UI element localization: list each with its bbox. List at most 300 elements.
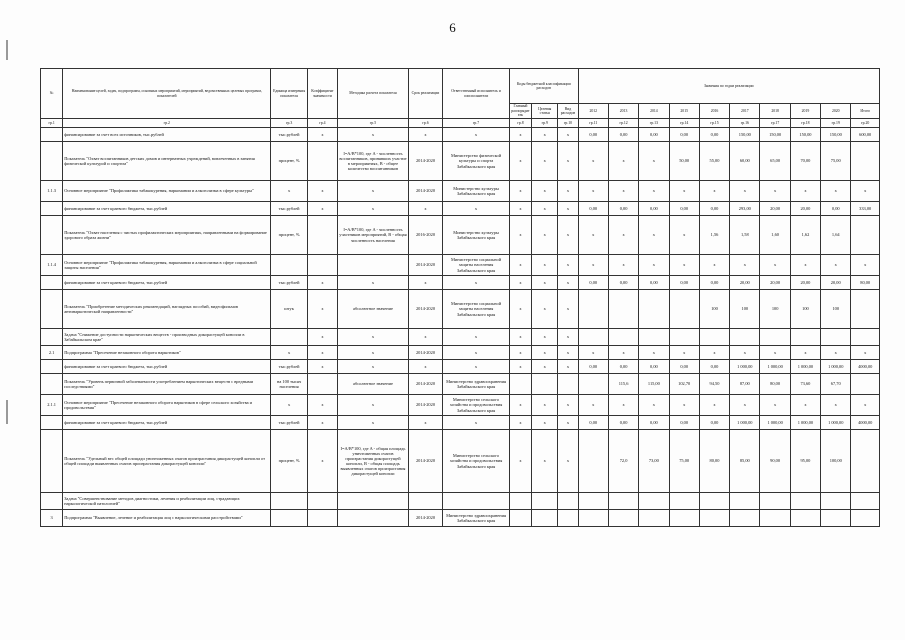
table-cell: Министерство культуры Забайкальского края: [443, 216, 510, 255]
table-cell: 95,00: [790, 430, 820, 493]
table-cell: х: [443, 346, 510, 360]
table-cell: [271, 329, 307, 346]
table-cell: х: [532, 346, 558, 360]
table-cell: х: [271, 181, 307, 202]
table-cell: х: [271, 346, 307, 360]
table-cell: [851, 329, 880, 346]
table-cell: [578, 374, 608, 395]
row-name-cell: финансирование за счет краевого бюджета, тыс.рублей: [63, 416, 271, 430]
table-cell: [578, 493, 608, 510]
table-cell: х: [851, 255, 880, 276]
table-cell: [760, 329, 790, 346]
row-name-cell: Показатель "Приобретение методических рекомендаций, наглядных пособий, видеофильмов антинаркотической направленности": [63, 290, 271, 329]
table-cell: [699, 329, 729, 346]
table-cell: 2.1: [41, 346, 63, 360]
table-cell: 20,00: [790, 202, 820, 216]
table-cell: 1,62: [790, 216, 820, 255]
table-cell: х: [338, 276, 409, 290]
table-cell: [41, 202, 63, 216]
column-number-cell: гр.19: [821, 119, 851, 128]
table-cell: 0,00: [699, 128, 729, 142]
table-cell: х: [578, 181, 608, 202]
table-cell: I=A/B*100, где A - общая площадь уничтоженных очагов произрастания дикорастущей конопли, B - общая площадь выявленных очагов произрастания дикорастущей конопли: [338, 430, 409, 493]
table-cell: [532, 493, 558, 510]
table-cell: х: [532, 181, 558, 202]
table-cell: 100,00: [821, 430, 851, 493]
table-cell: х: [307, 181, 337, 202]
table-cell: 50,00: [669, 142, 699, 181]
table-cell: х: [307, 202, 337, 216]
header-year: 2017: [730, 104, 760, 119]
table-cell: [790, 329, 820, 346]
table-cell: процент, %: [271, 216, 307, 255]
table-cell: х: [639, 255, 669, 276]
row-name-cell: Показатель "Удельный вес общей площади уничтоженных очагов произрастания дикорастущей конопли от общей площади выявленных очагов произрастания дикорастущей конопли": [63, 430, 271, 493]
table-cell: х: [307, 290, 337, 329]
table-cell: 2016-2020: [408, 216, 442, 255]
row-name-cell: Основное мероприятие "Профилактика табакокурения, наркомании и алкоголизма в сфере социальной защиты населения": [63, 255, 271, 276]
program-indicators-table: [40, 68, 880, 527]
table-cell: х: [669, 216, 699, 255]
table-cell: 150,00: [760, 128, 790, 142]
program-table-wrapper: [40, 68, 880, 527]
table-cell: 85,00: [730, 430, 760, 493]
column-number-cell: гр.1: [41, 119, 63, 128]
header-year: 2018: [760, 104, 790, 119]
table-cell: [41, 374, 63, 395]
table-cell: х: [578, 216, 608, 255]
table-cell: х: [851, 181, 880, 202]
table-cell: 55,00: [699, 142, 729, 181]
table-cell: 2014-2020: [408, 395, 442, 416]
table-cell: I=A/B*100, где A - численность воспитанников, принявших участие в мероприятиях, B - общее количество воспитанников: [338, 142, 409, 181]
table-cell: 2014-2020: [408, 181, 442, 202]
column-number-cell: гр.17: [760, 119, 790, 128]
table-cell: [730, 493, 760, 510]
table-cell: х: [408, 276, 442, 290]
table-cell: [608, 329, 638, 346]
header-year: 2012: [578, 104, 608, 119]
header-no: №: [41, 69, 63, 119]
table-cell: х: [699, 346, 729, 360]
table-cell: х: [608, 142, 638, 181]
table-cell: [41, 430, 63, 493]
table-cell: х: [338, 128, 409, 142]
table-cell: 1,58: [730, 216, 760, 255]
table-cell: 75,00: [821, 142, 851, 181]
table-cell: [669, 329, 699, 346]
table-cell: х: [558, 142, 578, 181]
table-cell: [760, 493, 790, 510]
table-cell: 0,00: [608, 360, 638, 374]
table-cell: [699, 493, 729, 510]
table-cell: 73,00: [639, 430, 669, 493]
table-cell: [851, 374, 880, 395]
table-cell: х: [443, 128, 510, 142]
table-cell: х: [338, 346, 409, 360]
table-cell: х: [307, 395, 337, 416]
table-cell: 0,00: [578, 360, 608, 374]
table-cell: тыс.рублей: [271, 202, 307, 216]
table-cell: х: [307, 430, 337, 493]
table-cell: 20,00: [821, 276, 851, 290]
column-number-cell: гр.6: [408, 119, 442, 128]
table-cell: 100: [821, 290, 851, 329]
table-cell: Министерство физической культуры и спорта Забайкальского края: [443, 142, 510, 181]
row-name-cell: финансирование за счет краевого бюджета, тыс.рублей: [63, 276, 271, 290]
table-cell: [669, 493, 699, 510]
table-cell: х: [307, 128, 337, 142]
table-cell: х: [578, 346, 608, 360]
page-number: 6: [449, 20, 456, 35]
table-cell: [699, 510, 729, 527]
table-cell: тыс.рублей: [271, 128, 307, 142]
table-cell: х: [558, 395, 578, 416]
table-cell: х: [851, 346, 880, 360]
table-cell: Министерство здравоохранения Забайкальского края: [443, 374, 510, 395]
table-cell: 72,0: [608, 430, 638, 493]
table-cell: [41, 276, 63, 290]
table-row: [41, 395, 880, 416]
table-cell: х: [558, 360, 578, 374]
table-cell: 100: [730, 290, 760, 329]
header-year: 2016: [699, 104, 729, 119]
table-cell: 94,50: [699, 374, 729, 395]
table-cell: х: [558, 430, 578, 493]
table-cell: х: [699, 255, 729, 276]
table-cell: 115,00: [639, 374, 669, 395]
table-cell: 0,00: [669, 416, 699, 430]
table-cell: х: [851, 395, 880, 416]
table-cell: [578, 290, 608, 329]
column-number-cell: гр.4: [307, 119, 337, 128]
table-row: [41, 276, 880, 290]
header-responsible: Ответственный исполнитель и соисполнители: [443, 69, 510, 119]
header-year: 2014: [639, 104, 669, 119]
table-cell: 0,00: [639, 416, 669, 430]
table-row: [41, 181, 880, 202]
table-cell: [41, 493, 63, 510]
table-cell: [669, 510, 699, 527]
table-cell: х: [443, 276, 510, 290]
table-cell: 0,00: [699, 416, 729, 430]
table-cell: абсолютное значение: [338, 290, 409, 329]
table-cell: х: [639, 216, 669, 255]
table-cell: х: [338, 360, 409, 374]
table-cell: х: [509, 216, 531, 255]
table-cell: 0,00: [608, 416, 638, 430]
table-cell: х: [558, 416, 578, 430]
row-name-cell: финансирование за счет всех источников, тыс.рублей: [63, 128, 271, 142]
table-cell: х: [558, 202, 578, 216]
table-cell: 1,60: [760, 216, 790, 255]
table-cell: х: [558, 346, 578, 360]
table-cell: х: [443, 416, 510, 430]
table-cell: [307, 510, 337, 527]
table-cell: х: [608, 346, 638, 360]
table-cell: х: [532, 395, 558, 416]
table-cell: х: [821, 255, 851, 276]
table-cell: х: [639, 142, 669, 181]
table-cell: [307, 493, 337, 510]
table-cell: х: [558, 329, 578, 346]
table-cell: х: [821, 395, 851, 416]
table-cell: 0,00: [821, 202, 851, 216]
table-cell: штук: [271, 290, 307, 329]
table-cell: 60,00: [730, 142, 760, 181]
table-cell: 70,00: [790, 142, 820, 181]
table-cell: 150,00: [790, 128, 820, 142]
table-cell: х: [730, 346, 760, 360]
table-cell: х: [408, 329, 442, 346]
row-name-cell: Задача "Снижение доступности наркотических веществ - производных дикорастущей конопли в Забайкальском крае": [63, 329, 271, 346]
table-cell: [669, 290, 699, 329]
table-cell: [307, 374, 337, 395]
header-unit: Единица измерения показателя: [271, 69, 307, 119]
table-cell: х: [669, 346, 699, 360]
table-cell: [639, 290, 669, 329]
table-cell: [509, 374, 531, 395]
column-number-cell: гр.5: [338, 119, 409, 128]
table-cell: х: [307, 276, 337, 290]
table-cell: [639, 510, 669, 527]
table-cell: 1,64: [821, 216, 851, 255]
table-cell: 1.1.4: [41, 255, 63, 276]
column-number-cell: гр.13: [639, 119, 669, 128]
table-cell: х: [578, 395, 608, 416]
table-cell: [41, 128, 63, 142]
table-cell: на 100 тысяч населения: [271, 374, 307, 395]
table-cell: х: [669, 395, 699, 416]
table-cell: 1 000,00: [821, 416, 851, 430]
scan-margin-mark: [6, 40, 8, 60]
table-cell: 0,00: [578, 128, 608, 142]
table-cell: Министерство здравоохранения Забайкальского края: [443, 510, 510, 527]
header-code: Целевая статья: [532, 104, 558, 119]
header-row: [41, 69, 880, 104]
table-cell: х: [443, 329, 510, 346]
table-cell: [338, 255, 409, 276]
table-cell: х: [558, 255, 578, 276]
table-cell: х: [558, 216, 578, 255]
table-cell: х: [443, 360, 510, 374]
table-cell: 90,00: [760, 430, 790, 493]
table-cell: 0,00: [639, 360, 669, 374]
header-total: Итого: [851, 104, 880, 119]
table-cell: 0,00: [669, 360, 699, 374]
table-cell: [509, 493, 531, 510]
table-cell: [578, 510, 608, 527]
table-cell: х: [639, 395, 669, 416]
table-cell: х: [790, 181, 820, 202]
table-cell: 0,00: [608, 128, 638, 142]
table-cell: [307, 142, 337, 181]
table-cell: х: [760, 395, 790, 416]
table-body: [41, 119, 880, 527]
table-cell: х: [532, 255, 558, 276]
table-cell: [41, 360, 63, 374]
table-cell: [41, 416, 63, 430]
table-row: [41, 510, 880, 527]
table-cell: 102,70: [669, 374, 699, 395]
table-row: [41, 360, 880, 374]
table-cell: Министерство культуры Забайкальского края: [443, 181, 510, 202]
table-row: [41, 346, 880, 360]
table-cell: 0,00: [578, 202, 608, 216]
table-cell: х: [509, 346, 531, 360]
table-cell: абсолютное значение: [338, 374, 409, 395]
table-cell: [532, 374, 558, 395]
table-cell: х: [509, 276, 531, 290]
table-cell: х: [532, 276, 558, 290]
table-cell: х: [639, 346, 669, 360]
table-cell: 0,00: [669, 202, 699, 216]
table-cell: х: [821, 346, 851, 360]
table-cell: [558, 510, 578, 527]
table-cell: х: [608, 255, 638, 276]
column-number-cell: гр.12: [608, 119, 638, 128]
table-cell: [851, 510, 880, 527]
table-cell: [730, 510, 760, 527]
table-cell: 2.1.1: [41, 395, 63, 416]
table-cell: х: [443, 202, 510, 216]
table-cell: [271, 255, 307, 276]
column-number-cell: гр.8: [509, 119, 531, 128]
table-row: [41, 430, 880, 493]
table-cell: [790, 493, 820, 510]
table-cell: 0,00: [699, 202, 729, 216]
table-row: [41, 216, 880, 255]
table-cell: процент, %: [271, 430, 307, 493]
column-number-cell: гр.14: [669, 119, 699, 128]
table-cell: [271, 510, 307, 527]
table-cell: 20,00: [760, 276, 790, 290]
header-budget-codes: Коды бюджетной классификации расходов: [509, 69, 578, 104]
table-cell: х: [338, 202, 409, 216]
table-cell: х: [338, 395, 409, 416]
table-cell: [730, 329, 760, 346]
table-cell: 600,00: [851, 128, 880, 142]
table-cell: 1 000,00: [730, 360, 760, 374]
row-name-cell: Основное мероприятие "Пресечение незаконного оборота наркотиков в сфере сельского хозяйства и продовольствия": [63, 395, 271, 416]
table-cell: 0,00: [699, 276, 729, 290]
table-cell: [608, 290, 638, 329]
table-cell: 2014-2020: [408, 290, 442, 329]
table-cell: х: [669, 255, 699, 276]
table-cell: х: [578, 255, 608, 276]
table-cell: 67,70: [821, 374, 851, 395]
table-cell: 1 000,00: [730, 416, 760, 430]
table-row: [41, 128, 880, 142]
header-year: 2013: [608, 104, 638, 119]
table-cell: 2014-2020: [408, 510, 442, 527]
header-code: Главный распорядитель: [511, 104, 530, 118]
table-cell: 2014-2020: [408, 374, 442, 395]
table-cell: 2014-2020: [408, 346, 442, 360]
row-name-cell: Показатель "Охват населения с чистых профилактических мероприятиях, направленными на формирование здорового образа жизни": [63, 216, 271, 255]
table-cell: [41, 142, 63, 181]
table-cell: 100: [790, 290, 820, 329]
table-cell: х: [558, 128, 578, 142]
table-cell: Министерство социальной защиты населения Забайкальского края: [443, 290, 510, 329]
table-cell: 0,00: [699, 360, 729, 374]
column-number-cell: гр.10: [558, 119, 578, 128]
table-cell: х: [730, 181, 760, 202]
table-cell: [558, 493, 578, 510]
column-number-cell: гр.7: [443, 119, 510, 128]
table-cell: х: [558, 181, 578, 202]
table-cell: х: [608, 395, 638, 416]
column-number-row: [41, 119, 880, 128]
table-cell: х: [669, 181, 699, 202]
table-cell: х: [730, 255, 760, 276]
table-cell: [851, 493, 880, 510]
table-cell: [338, 493, 409, 510]
table-cell: 2014-2020: [408, 142, 442, 181]
table-cell: [608, 510, 638, 527]
table-cell: 0,00: [608, 202, 638, 216]
table-cell: 2014-2020: [408, 430, 442, 493]
table-cell: [307, 216, 337, 255]
table-cell: 100: [760, 290, 790, 329]
table-cell: х: [558, 290, 578, 329]
table-cell: х: [307, 329, 337, 346]
table-cell: 1 000,00: [760, 416, 790, 430]
table-cell: Министерство социальной защиты населения Забайкальского края: [443, 255, 510, 276]
table-cell: [443, 493, 510, 510]
header-year-values: Значения по годам реализации: [578, 69, 879, 104]
table-cell: х: [509, 128, 531, 142]
table-cell: х: [790, 346, 820, 360]
row-name-cell: финансирование за счет краевого бюджета, тыс.рублей: [63, 202, 271, 216]
table-cell: 0,00: [578, 416, 608, 430]
table-cell: 150,00: [821, 128, 851, 142]
table-row: [41, 255, 880, 276]
table-row: [41, 329, 880, 346]
column-number-cell: гр.20: [851, 119, 880, 128]
table-cell: 115,6: [608, 374, 638, 395]
table-cell: [271, 493, 307, 510]
table-cell: х: [699, 395, 729, 416]
table-cell: х: [408, 360, 442, 374]
table-cell: х: [338, 329, 409, 346]
table-cell: 1 000,00: [760, 360, 790, 374]
row-name-cell: Подпрограмма "Пресечение незаконного оборота наркотиков": [63, 346, 271, 360]
table-row: [41, 290, 880, 329]
table-cell: [41, 329, 63, 346]
table-cell: х: [578, 142, 608, 181]
table-cell: х: [532, 142, 558, 181]
table-cell: [821, 510, 851, 527]
table-cell: [760, 510, 790, 527]
table-cell: 0,00: [639, 128, 669, 142]
table-cell: х: [307, 416, 337, 430]
table-cell: х: [608, 181, 638, 202]
column-number-cell: гр.3: [271, 119, 307, 128]
table-cell: 150,00: [730, 128, 760, 142]
table-cell: [408, 493, 442, 510]
table-cell: [509, 510, 531, 527]
table-cell: [307, 255, 337, 276]
row-name-cell: финансирование за счет краевого бюджета, тыс.рублей: [63, 360, 271, 374]
header-year: 2019: [790, 104, 820, 119]
table-cell: х: [730, 395, 760, 416]
table-cell: х: [532, 430, 558, 493]
table-cell: х: [639, 181, 669, 202]
table-cell: х: [532, 416, 558, 430]
table-cell: 20,00: [790, 276, 820, 290]
table-row: [41, 493, 880, 510]
